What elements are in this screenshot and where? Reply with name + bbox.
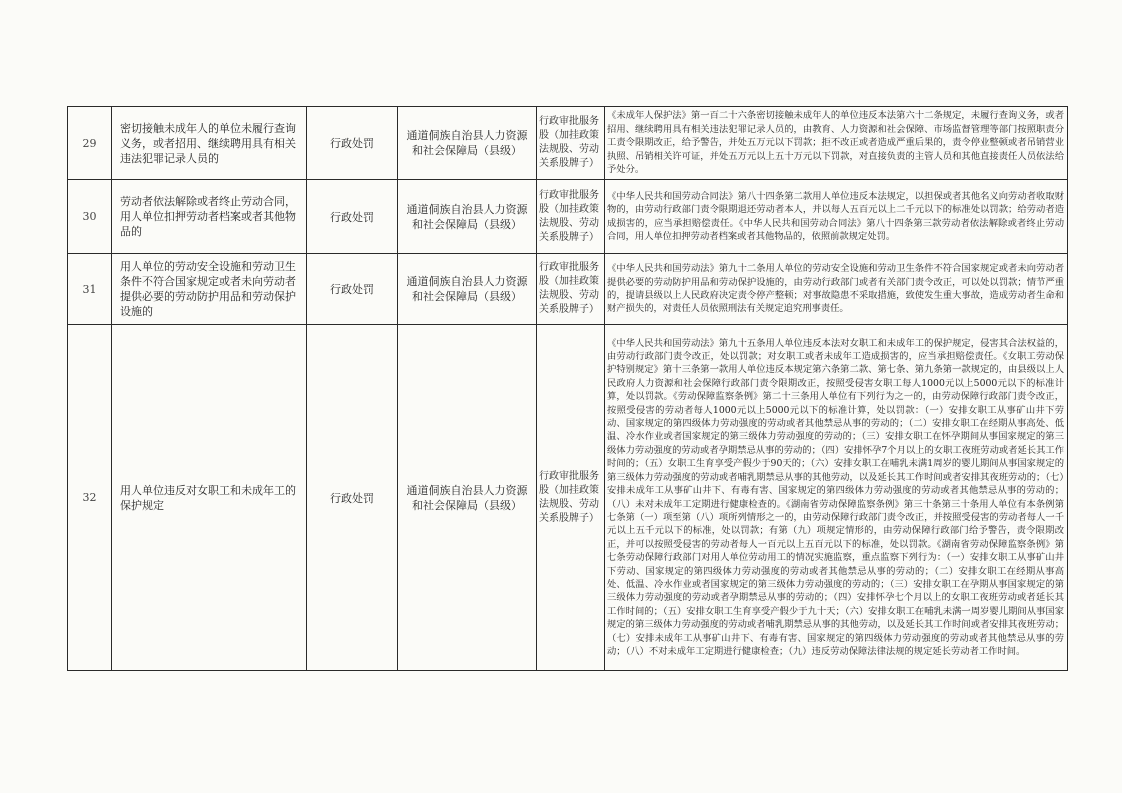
responsible-department: 通道侗族自治县人力资源和社会保障局（县级） (398, 254, 537, 325)
item-name: 用人单位违反对女职工和未成年工的保护规定 (112, 325, 307, 671)
item-name: 密切接触未成年人的单位未履行查询义务，或者招用、继续聘用具有相关违法犯罪记录人员的 (112, 107, 307, 180)
row-number: 29 (68, 107, 112, 180)
table-row (68, 107, 1068, 180)
table-row (68, 325, 1068, 671)
table-row (68, 254, 1068, 325)
table-row (68, 180, 1068, 254)
handling-unit: 行政审批服务股（加挂政策法规股、劳动关系股牌子） (537, 325, 605, 671)
legal-basis: 《未成年人保护法》第一百二十六条密切接触未成年人的单位违反本法第六十二条规定，未履行查询义务，或者招用、继续聘用具有相关违法犯罪记录人员的，由教育、人力资源和社会保障、市场监督管理等部门按照职责分工责令限期改正，给予警告，并处五万元以下罚款；拒不改正或者造成严重后果的，责令停业整顿或者吊销营业执照、吊销相关许可证，并处五万元以上五十万元以下罚款，对直接负责的主管人员和其他直接责任人员依法给予处分。 (605, 107, 1068, 180)
authority-list-table (67, 106, 1068, 671)
row-number: 32 (68, 325, 112, 671)
responsible-department: 通道侗族自治县人力资源和社会保障局（县级） (398, 325, 537, 671)
handling-unit: 行政审批服务股（加挂政策法规股、劳动关系股牌子） (537, 107, 605, 180)
legal-basis: 《中华人民共和国劳动法》第九十五条用人单位违反本法对女职工和未成年工的保护规定，侵害其合法权益的，由劳动行政部门责令改正，处以罚款；对女职工或者未成年工造成损害的，应当承担赔偿责任。《女职工劳动保护特别规定》第十三条第一款用人单位违反本规定第六条第二款、第七条、第九条第一款规定的，由县级以上人民政府人力资源和社会保障行政部门责令限期改正，按照受侵害女职工每人1000元以上5000元以下的标准计算，处以罚款。《劳动保障监察条例》第二十三条用人单位有下列行为之一的，由劳动保障行政部门责令改正，按照受侵害的劳动者每人1000元以上5000元以下的标准计算，处以罚款：（一）安排女职工从事矿山井下劳动、国家规定的第四级体力劳动强度的劳动或者其他禁忌从事的劳动的；（二）安排女职工在经期从事高处、低温、冷水作业或者国家规定的第三级体力劳动强度的劳动的；（三）安排女职工在怀孕期间从事国家规定的第三级体力劳动强度的劳动或者孕期禁忌从事的劳动的；（四）安排怀孕7个月以上的女职工夜班劳动或者延长其工作时间的；（五）女职工生育享受产假少于90天的；（六）安排女职工在哺乳未满1周岁的婴儿期间从事国家规定的第三级体力劳动强度的劳动或者哺乳期禁忌从事的其他劳动，以及延长其工作时间或者安排其夜班劳动的；（七）安排未成年工从事矿山井下、有毒有害、国家规定的第四级体力劳动强度的劳动或者其他禁忌从事的劳动的；（八）未对未成年工定期进行健康检查的。《湖南省劳动保障监察条例》第三十条第三十条用人单位有本条例第七条第（一）项至第（八）项所列情形之一的，由劳动保障行政部门责令改正，并按照受侵害的劳动者每人一千元以上五千元以下的标准，处以罚款；有第（九）项规定情形的，由劳动保障行政部门给予警告，责令限期改正，并可以按照受侵害的劳动者每人一百元以上五百元以下的标准，处以罚款。《湖南省劳动保障监察条例》第七条劳动保障行政部门对用人单位劳动用工的情况实施监察，重点监察下列行为：（一）安排女职工从事矿山井下劳动、国家规定的第四级体力劳动强度的劳动或者其他禁忌从事的劳动的；（二）安排女职工在经期从事高处、低温、冷水作业或者国家规定的第三级体力劳动强度的劳动的；（三）安排女职工在孕期从事国家规定的第三级体力劳动强度的劳动或者孕期禁忌从事的劳动的；（四）安排怀孕七个月以上的女职工夜班劳动或者延长其工作时间的；（五）安排女职工生育享受产假少于九十天；（六）安排女职工在哺乳未满一周岁婴儿期间从事国家规定的第三级体力劳动强度的劳动或者哺乳期禁忌从事的其他劳动，以及延长其工作时间或者安排其夜班劳动；（七）安排未成年工从事矿山井下、有毒有害、国家规定的第四级体力劳动强度的劳动或者其他禁忌从事的劳动；（八）不对未成年工定期进行健康检查；（九）违反劳动保障法律法规的规定延长劳动者工作时间。 (605, 325, 1068, 671)
power-category: 行政处罚 (307, 180, 398, 254)
handling-unit: 行政审批服务股（加挂政策法规股、劳动关系股牌子） (537, 254, 605, 325)
responsible-department: 通道侗族自治县人力资源和社会保障局（县级） (398, 107, 537, 180)
item-name: 用人单位的劳动安全设施和劳动卫生条件不符合国家规定或者未向劳动者提供必要的劳动防护用品和劳动保护设施的 (112, 254, 307, 325)
item-name: 劳动者依法解除或者终止劳动合同，用人单位扣押劳动者档案或者其他物品的 (112, 180, 307, 254)
power-category: 行政处罚 (307, 254, 398, 325)
power-category: 行政处罚 (307, 107, 398, 180)
legal-basis: 《中华人民共和国劳动合同法》第八十四条第二款用人单位违反本法规定，以担保或者其他名义向劳动者收取财物的，由劳动行政部门责令限期退还劳动者本人，并以每人五百元以上二千元以下的标准处以罚款；给劳动者造成损害的，应当承担赔偿责任。《中华人民共和国劳动合同法》第八十四条第三款劳动者依法解除或者终止劳动合同，用人单位扣押劳动者档案或者其他物品的，依照前款规定处罚。 (605, 180, 1068, 254)
responsible-department: 通道侗族自治县人力资源和社会保障局（县级） (398, 180, 537, 254)
legal-basis: 《中华人民共和国劳动法》第九十二条用人单位的劳动安全设施和劳动卫生条件不符合国家规定或者未向劳动者提供必要的劳动防护用品和劳动保护设施的，由劳动行政部门或者有关部门责令改正，可以处以罚款；情节严重的，提请县级以上人民政府决定责令停产整顿；对事故隐患不采取措施，致使发生重大事故，造成劳动者生命和财产损失的，对责任人员依照刑法有关规定追究刑事责任。 (605, 254, 1068, 325)
row-number: 31 (68, 254, 112, 325)
handling-unit: 行政审批服务股（加挂政策法规股、劳动关系股牌子） (537, 180, 605, 254)
power-category: 行政处罚 (307, 325, 398, 671)
row-number: 30 (68, 180, 112, 254)
